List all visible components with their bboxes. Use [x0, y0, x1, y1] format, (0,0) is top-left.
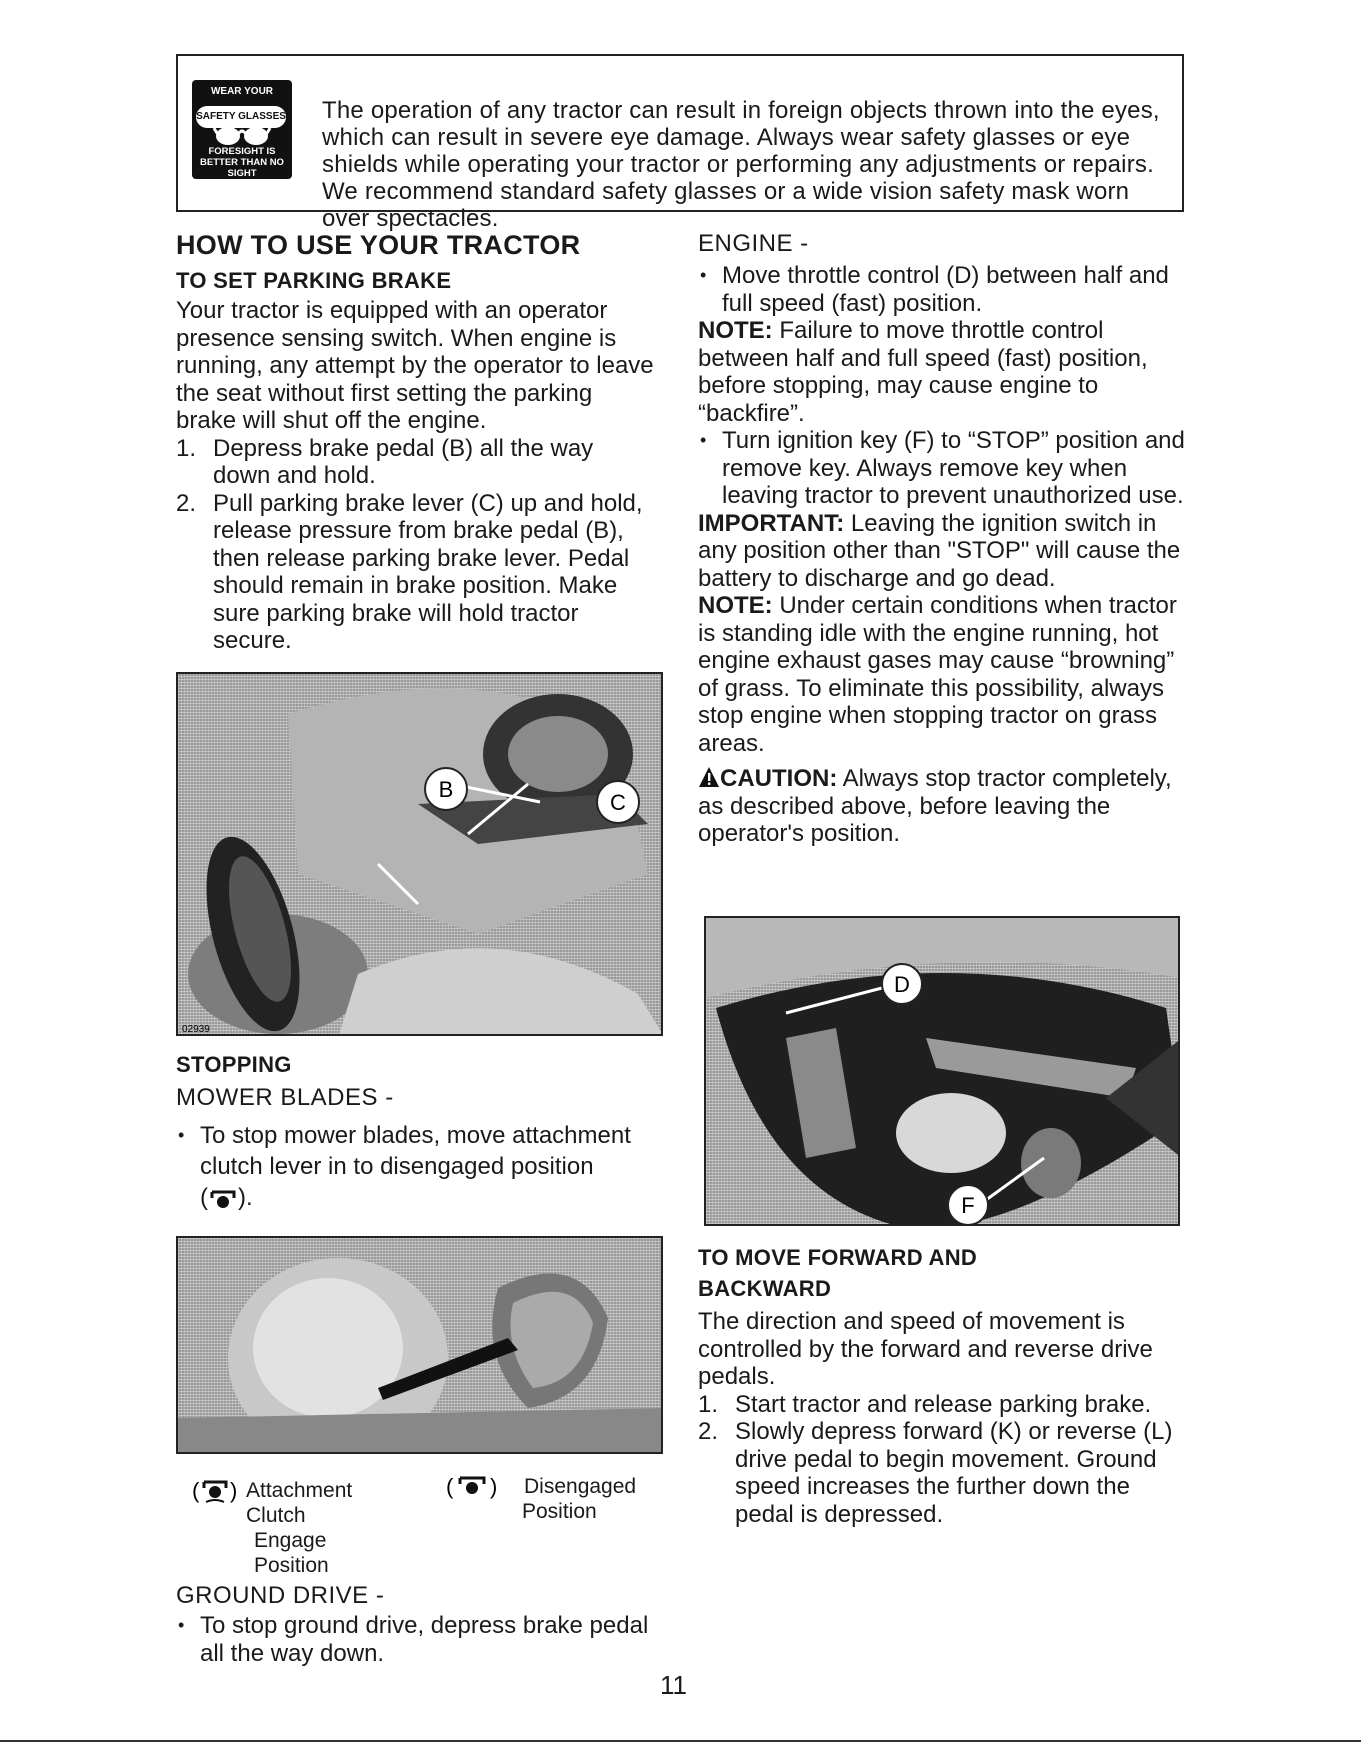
parking-brake-illustration [178, 674, 663, 1036]
badge-middle-text: SAFETY GLASSES [196, 106, 286, 128]
svg-text:): ) [230, 1478, 238, 1503]
throttle-bullet: • Move throttle control (D) between half and full speed (fast) position. [698, 262, 1193, 317]
disengaged-position-label: ( ) Disengaged Position [446, 1474, 637, 1523]
warning-text: The operation of any tractor can result in foreign objects thrown into the eyes, which can result in severe eye damage. Always wear safety glasses or eye shields while operating your tractor or performing any adjustments or repairs. We recommend standard safety glasses or a wide vision safety mask worn over spectacles. [322, 97, 1160, 232]
parking-brake-intro: Your tractor is equipped with an operator presence sensing switch. When engine is running, any attempt by the operator to leave the seat without first setting the parking brake will shut off the engine. [176, 297, 654, 434]
stopping-section [176, 1052, 676, 1213]
callout-f: F [961, 1193, 975, 1218]
ground-drive-section [176, 1582, 676, 1667]
ground-drive-bullet: • To stop ground drive, depress brake pedal all the way down. [176, 1612, 650, 1667]
attachment-clutch-disengage-icon [208, 1188, 238, 1210]
attachment-clutch-photo [176, 1236, 663, 1454]
left-column [176, 230, 676, 655]
badge-bottom-text: FORESIGHT IS BETTER THAN NO SIGHT [200, 146, 284, 179]
right-column [698, 230, 1193, 848]
photo-code: 02939 [182, 1024, 210, 1035]
svg-text:(: ( [192, 1478, 200, 1503]
note-browning: NOTE: Under certain conditions when tractor is standing idle with the engine running, hot engine exhaust gases may cause “browning” of grass. To eliminate this possibility, always stop engine when stopping tractor on grass areas. [698, 592, 1177, 757]
list-item: 2. Slowly depress forward (K) or reverse (L) drive pedal to begin movement. Ground speed increases the further down the pedal is depressed. [698, 1418, 1173, 1528]
bottom-rule [0, 1740, 1361, 1742]
safety-glasses-badge [192, 80, 292, 179]
svg-text:(: ( [446, 1474, 454, 1499]
ignition-bullet: • Turn ignition key (F) to “STOP” position and remove key. Always remove key when leaving tractor to prevent unauthorized use. [698, 427, 1193, 510]
attachment-clutch-engage-icon [192, 1476, 246, 1506]
move-intro: The direction and speed of movement is controlled by the forward and reverse drive pedals. [698, 1308, 1153, 1390]
ground-drive-subheading: GROUND DRIVE - [176, 1582, 385, 1609]
warning-triangle-icon [698, 766, 720, 788]
list-item: 2. Pull parking brake lever (C) up and hold, release pressure from brake pedal (B), then release parking brake lever. Pedal should remain in brake position. Make sure parking brake will hold tractor secure. [176, 489, 643, 654]
section-title: HOW TO USE YOUR TRACTOR [176, 230, 581, 260]
move-steps [698, 1391, 1193, 1529]
callout-c: C [610, 790, 626, 815]
list-item: 1. Start tractor and release parking brake. [698, 1390, 1152, 1418]
engine-subheading: ENGINE - [698, 230, 809, 257]
parking-brake-steps [176, 435, 656, 655]
note-throttle: NOTE: Failure to move throttle control between half and full speed (fast) position, before stopping, may cause engine to “backfire”. [698, 317, 1148, 427]
page-number: 11 [660, 1670, 687, 1700]
stopping-heading: STOPPING [176, 1052, 292, 1077]
caution-note: CAUTION: Always stop tractor completely, as described above, before leaving the operator's position. [698, 765, 1172, 847]
engage-position-label: ( ) Attachment Clutch Engage Position [192, 1478, 353, 1577]
mower-blades-bullet: • To stop mower blades, move attachment clutch lever in to disengaged position ( ). [176, 1120, 690, 1213]
mower-blades-subheading: MOWER BLADES - [176, 1084, 394, 1111]
parking-brake-photo [176, 672, 663, 1036]
attachment-clutch-illustration [178, 1238, 663, 1454]
callout-b: B [438, 777, 454, 802]
list-item: 1. Depress brake pedal (B) all the way down and hold. [176, 434, 594, 489]
svg-text:): ) [490, 1474, 498, 1499]
move-section [698, 1242, 1193, 1528]
badge-top-text: WEAR YOUR [210, 86, 274, 97]
parking-brake-heading: TO SET PARKING BRAKE [176, 268, 452, 293]
attachment-clutch-disengaged-icon [446, 1472, 524, 1502]
important-note: IMPORTANT: Leaving the ignition switch in any position other than "STOP" will cause the battery to discharge and go dead. [698, 509, 1181, 592]
callout-d: D [894, 972, 910, 997]
throttle-ignition-illustration [706, 918, 1180, 1226]
move-heading: TO MOVE FORWARD AND BACKWARD [698, 1245, 978, 1301]
throttle-ignition-photo [704, 916, 1180, 1226]
